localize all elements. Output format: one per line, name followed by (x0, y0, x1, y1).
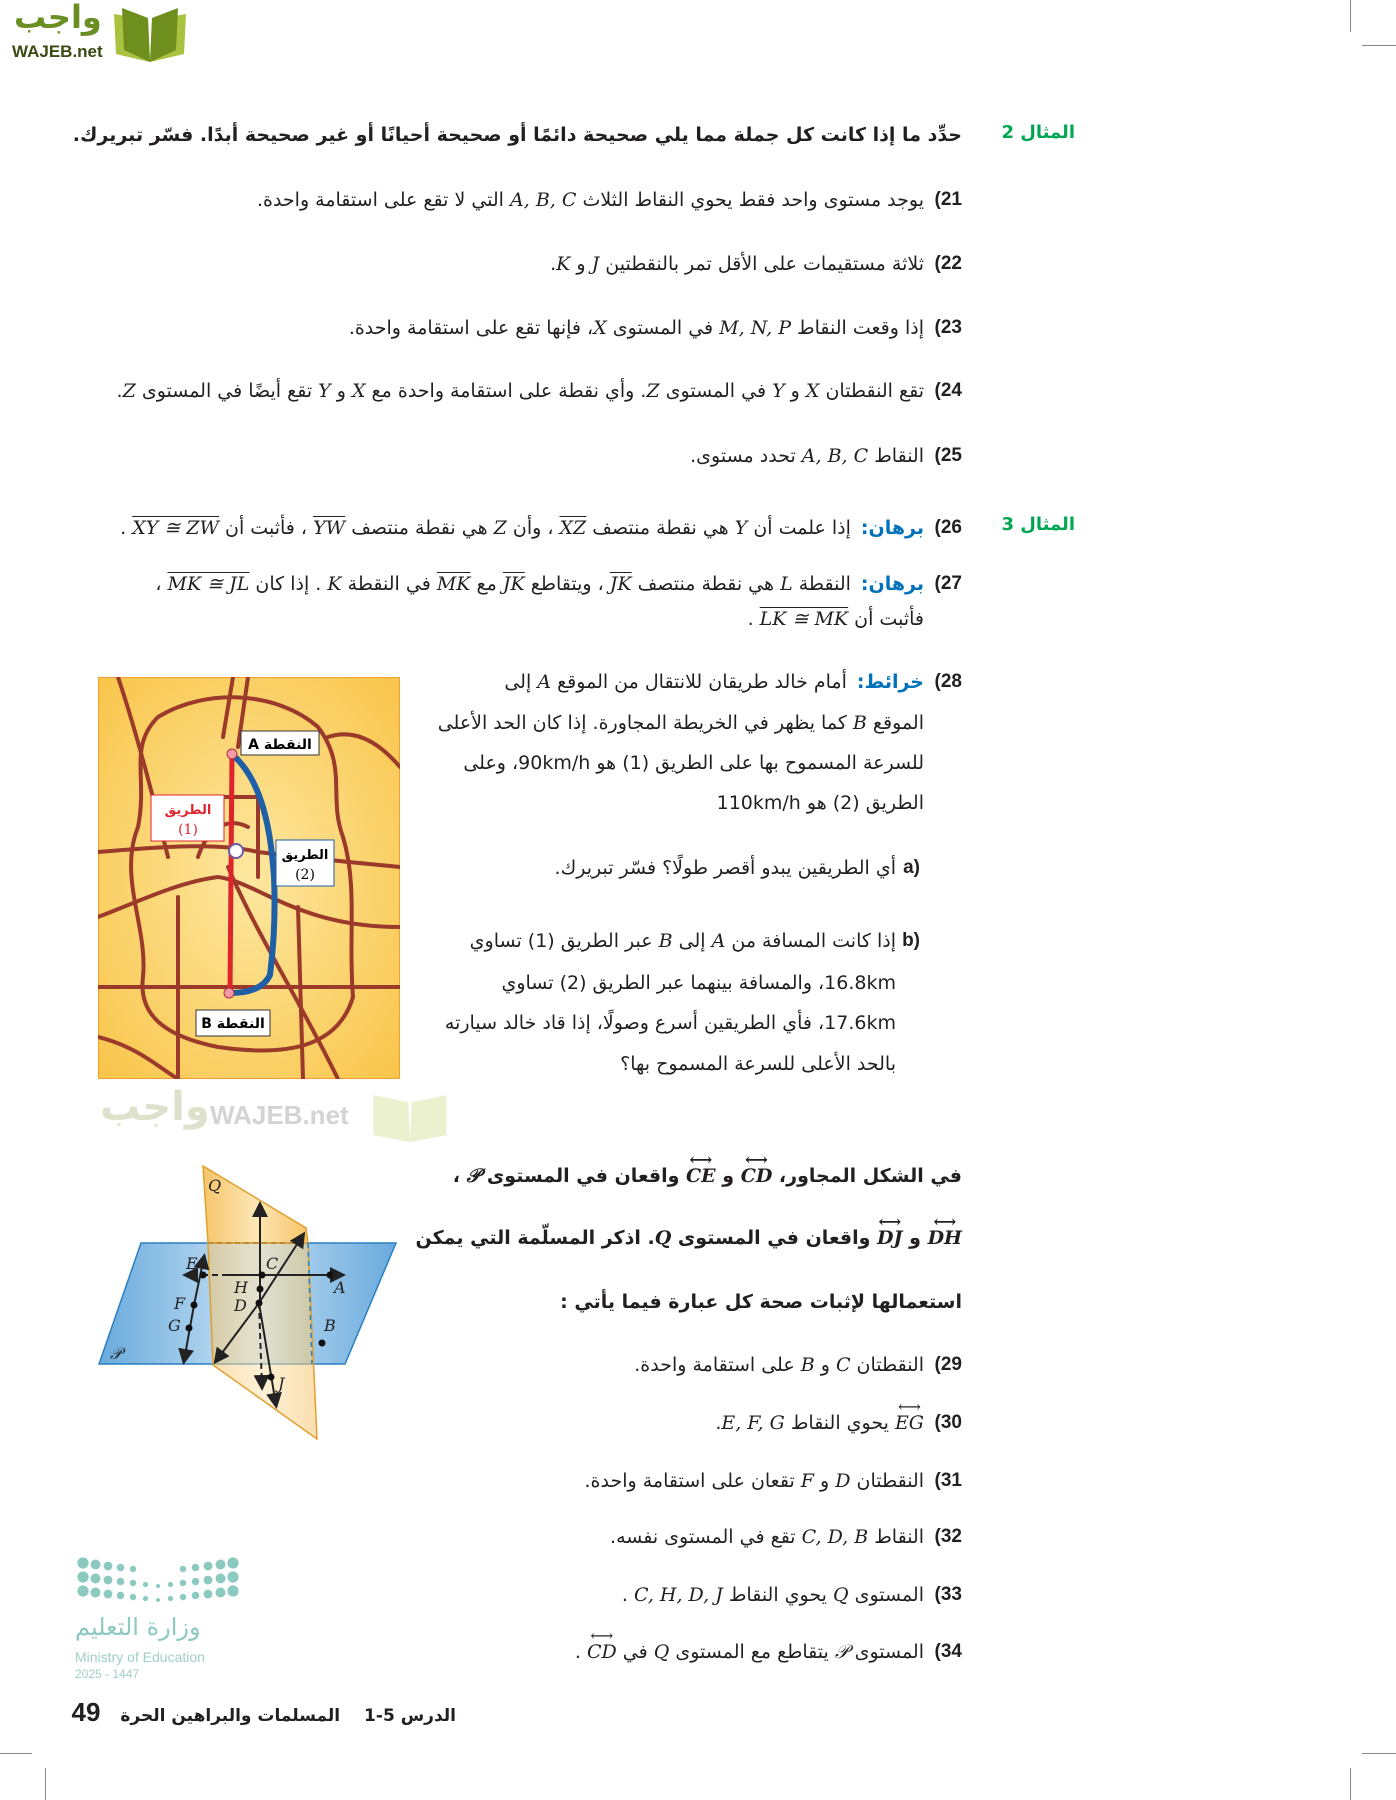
logo-dot (130, 1566, 136, 1572)
text-segment: التي لا تقع على استقامة واحدة. (256, 189, 511, 211)
segment-notation: $\overline{JK}$ (609, 573, 632, 595)
crop-mark (1350, 0, 1351, 32)
logo-dot (156, 1584, 160, 1588)
label-road-2: الطريق (281, 848, 329, 863)
logo-dot (192, 1592, 200, 1600)
math-variable: F (800, 1470, 814, 1492)
point-b-marker (224, 988, 234, 998)
point-label: C (266, 1254, 279, 1273)
text-segment: استعمالها لإثبات صحة كل عبارة فيما يأتي : (560, 1291, 962, 1313)
math-variable: Z (122, 380, 136, 402)
logo-dot (104, 1562, 113, 1571)
figure-intro-text (453, 1162, 962, 1190)
logo-dot (77, 1557, 88, 1568)
segment-notation: $\overline{YW}$ (313, 517, 346, 539)
exercise-number: 31) (934, 1470, 962, 1491)
lesson-number: الدرس 5-1 (364, 1706, 456, 1726)
road-map (98, 677, 400, 1079)
postulate-statement (610, 1523, 924, 1551)
figure-intro-text (416, 1224, 962, 1252)
crop-mark (1350, 1768, 1351, 1800)
math-variable: D (835, 1470, 851, 1492)
text-segment: ، ويتقاطع (524, 573, 610, 595)
exercise-statement (349, 314, 924, 342)
line-notation: ⟷ CD (587, 1638, 617, 1666)
logo-dot (204, 1562, 213, 1571)
math-variable: B (800, 1354, 815, 1376)
exercise-number: 26) (934, 517, 962, 538)
text-segment: . (116, 380, 123, 402)
book-icon (108, 4, 193, 66)
text-segment: يتقاطع مع المستوى (669, 1641, 835, 1663)
ministry-year: 2025 - 1447 (75, 1667, 140, 1681)
text-segment: . (550, 253, 557, 275)
math-variable: Q (832, 1584, 849, 1606)
math-variable: X (805, 380, 820, 402)
math-variable: Z (493, 517, 507, 539)
sub-item-letter: b) (902, 930, 920, 951)
segment-notation: LK ≅ MK (759, 608, 849, 630)
example-2-instruction: حدِّد ما إذا كانت كل جملة مما يلي صحيحة دائمًا أو صحيحة أحيانًا أو غير صحيحة أبدًا. فسّر تبريرك. (72, 124, 962, 146)
segment-notation: $\overline{JK}$ (502, 573, 525, 595)
label-road-1-num: (1) (178, 822, 198, 838)
crop-mark (0, 1753, 32, 1754)
text-segment: . اذكر المسلّمة التي يمكن (415, 1227, 655, 1249)
text-segment: في المستوى (606, 317, 720, 339)
point-a-marker (227, 749, 237, 759)
line-notation: ⟷ EG (895, 1409, 924, 1437)
crop-mark (45, 1768, 46, 1800)
text-segment: ثلاثة مستقيمات على الأقل تمر بالنقطتين (599, 253, 924, 275)
ministry-logo (75, 1555, 245, 1690)
math-variable: Z (646, 380, 660, 402)
text-segment: يحوي النقاط (784, 1412, 895, 1434)
logo-dot (180, 1580, 186, 1586)
text-segment: . (574, 1641, 587, 1663)
text-segment: بالحد الأعلى للسرعة المسموح بها؟ (620, 1053, 896, 1075)
sub-item-text (501, 969, 896, 997)
exercise-statement (550, 250, 924, 278)
logo-dot (143, 1596, 148, 1601)
text-segment: النقطة (792, 573, 851, 595)
text-segment: إذا علمت أن (747, 517, 851, 539)
logo-dot (143, 1582, 148, 1587)
text-segment: عبر الطريق (1) تساوي (469, 930, 659, 952)
text-segment: و (814, 1354, 836, 1376)
point-label: H (234, 1278, 248, 1297)
text-segment: و (813, 1470, 836, 1492)
math-variable: Y (772, 380, 785, 402)
logo-dot (130, 1594, 136, 1600)
example-3-label: المثال 3 (1001, 514, 1075, 535)
text-segment: 17.6km، فأي الطريقين أسرع وصولًا، إذا قاد خالد سيارته (444, 1012, 896, 1034)
logo-dot (216, 1588, 226, 1598)
math-variable: L (780, 573, 793, 595)
math-variable: C, H, D, J (633, 1584, 723, 1606)
label-road-2-num: (2) (295, 867, 315, 883)
sub-item-text (620, 1050, 896, 1078)
exercise-statement (155, 570, 924, 598)
point-label: A (334, 1278, 346, 1297)
exercise-number: 22) (934, 253, 962, 274)
logo-dot (192, 1578, 200, 1586)
text-segment: للسرعة المسموح بها على الطريق (1) هو 90km/h، وعلى (463, 752, 924, 774)
logo-dot (104, 1576, 113, 1585)
logo-dot (130, 1580, 136, 1586)
logo-dot (77, 1571, 88, 1582)
exercise-number: 30) (934, 1412, 962, 1433)
text-segment: يوجد مستوى واحد فقط يحوي النقاط الثلاث (576, 189, 924, 211)
exercise-statement (257, 186, 924, 214)
keyword-label: خرائط: (856, 671, 924, 693)
text-segment: يحوي النقاط (722, 1584, 833, 1606)
route-1 (230, 754, 232, 993)
logo-dot (227, 1571, 238, 1582)
text-segment: واقعان في المستوى (480, 1165, 687, 1187)
text-segment: النقاط (868, 1526, 924, 1548)
math-variable: J (591, 253, 600, 275)
keyword-label: برهان: (860, 517, 924, 539)
text-segment: ، فأثبت أن (219, 517, 314, 539)
text-segment: كما يظهر في الخريطة المجاورة. إذا كان الحد الأعلى (437, 712, 853, 734)
logo-dot (227, 1557, 238, 1568)
math-variable: C, D, B (801, 1526, 869, 1548)
planes-figure (98, 1165, 398, 1445)
label-point-a: النقطة A (248, 737, 312, 753)
logo-dot (117, 1592, 125, 1600)
logo-dot (180, 1594, 186, 1600)
ministry-arabic: وزارة التعليم (75, 1613, 201, 1641)
exercise-statement (438, 709, 924, 737)
text-segment: و (784, 380, 806, 402)
exercise-number: 21) (934, 189, 962, 210)
math-variable: M, N, P (719, 317, 791, 339)
example-2-label: المثال 2 (1001, 122, 1075, 143)
logo-dot (204, 1576, 213, 1585)
text-segment: فأثبت أن (848, 608, 924, 630)
text-segment: هي نقطة منتصف (345, 517, 494, 539)
text-segment: تقع النقطتان (819, 380, 924, 402)
math-variable: B (658, 930, 673, 952)
text-segment: ، (452, 1165, 467, 1187)
segment-notation: $\overline{MK}$ (436, 573, 471, 595)
text-segment: واقعان في المستوى (671, 1227, 878, 1249)
wajeb-logo[interactable] (8, 0, 193, 68)
math-variable: K (556, 253, 571, 275)
text-segment: في المستوى (659, 380, 773, 402)
watermark-book-icon (370, 1088, 450, 1144)
text-segment: أي الطريقين يبدو أقصر طولًا؟ فسّر تبريرك. (554, 857, 896, 879)
text-segment: . إذا كان (249, 573, 328, 595)
text-segment: في النقطة (341, 573, 437, 595)
logo-dot (91, 1574, 101, 1584)
text-segment: ، فإنها تقع على استقامة واحدة. (348, 317, 594, 339)
postulate-statement (622, 1581, 924, 1609)
line-notation: ⟷ DJ (877, 1224, 902, 1252)
text-segment: في الشكل المجاور، (772, 1165, 962, 1187)
exercise-number: 24) (934, 380, 962, 401)
line-notation: ⟷ CE (686, 1162, 716, 1190)
text-segment: مع (470, 573, 503, 595)
logo-dot (117, 1564, 125, 1572)
text-segment: و (570, 253, 592, 275)
exercise-number: 29) (934, 1354, 962, 1375)
crop-mark (1362, 45, 1396, 46)
text-segment: . (621, 1584, 634, 1606)
point-label: J (278, 1374, 285, 1393)
math-variable: Y (318, 380, 331, 402)
text-segment: . (715, 1412, 722, 1434)
text-segment: . (120, 517, 133, 539)
ministry-dots-icon (75, 1555, 240, 1610)
sub-item-text (555, 854, 896, 882)
logo-dot (91, 1588, 101, 1598)
exercise-number: 27) (934, 573, 962, 594)
text-segment: هي نقطة منتصف (586, 517, 735, 539)
text-segment: أمام خالد طريقان للانتقال من الموقع (551, 671, 847, 693)
text-segment: تقع في المستوى نفسه. (610, 1526, 802, 1548)
text-segment: ، وأن (506, 517, 560, 539)
text-segment: و (902, 1227, 928, 1249)
text-segment: و (715, 1165, 741, 1187)
text-segment: إذا وقعت النقاط (791, 317, 924, 339)
text-segment: و (330, 380, 352, 402)
math-variable: C (835, 1354, 851, 1376)
point-label: 𝒫 (110, 1344, 122, 1363)
line-notation: ⟷ DH (928, 1224, 962, 1252)
exercise-statement (690, 442, 924, 470)
ministry-english: Ministry of Education (75, 1649, 205, 1665)
page-number: 49 (71, 1697, 101, 1727)
math-variable: B (852, 712, 867, 734)
segment-notation: XY ≅ ZW (132, 517, 219, 539)
logo-dot (156, 1598, 160, 1602)
text-segment: النقاط (868, 445, 924, 467)
sub-item-text (470, 927, 896, 955)
exercise-number: 28) (934, 671, 962, 692)
logo-arabic: واجب (14, 0, 102, 36)
figure-intro-text (560, 1288, 962, 1316)
text-segment: المستوى (848, 1584, 924, 1606)
logo-dot (77, 1585, 88, 1596)
math-variable: 𝒫 (466, 1165, 481, 1187)
watermark-latin: WAJEB.net (210, 1100, 349, 1130)
exercise-statement (504, 668, 924, 696)
exercise-number: 33) (934, 1584, 962, 1605)
text-segment: المستوى (848, 1641, 924, 1663)
text-segment: إلى (504, 671, 538, 693)
text-segment: على استقامة واحدة. (634, 1354, 801, 1376)
logo-dot (192, 1564, 200, 1572)
text-segment: تحدد مستوى. (690, 445, 802, 467)
text-segment: ، (155, 573, 168, 595)
math-variable: A, B, C (510, 189, 577, 211)
postulate-statement (634, 1351, 924, 1379)
logo-dot (204, 1590, 213, 1599)
math-variable: A, B, C (801, 445, 869, 467)
exercise-number: 25) (934, 445, 962, 466)
text-segment: الطريق (2) هو 110km/h (716, 792, 924, 814)
math-variable: Q (653, 1641, 670, 1663)
exercise-statement (117, 377, 924, 405)
text-segment: الموقع (866, 712, 924, 734)
logo-latin: WAJEB.net (12, 42, 103, 61)
exercise-number: 32) (934, 1526, 962, 1547)
math-variable: A (711, 930, 726, 952)
math-variable: Q (654, 1227, 672, 1249)
exercise-statement (748, 605, 924, 633)
text-segment: النقطتان (850, 1354, 924, 1376)
text-segment: 16.8km، والمسافة بينهما عبر الطريق (2) تساوي (501, 972, 896, 994)
logo-dot (180, 1566, 186, 1572)
postulate-statement (715, 1409, 924, 1437)
text-segment: إلى (672, 930, 712, 952)
text-segment: تقعان على استقامة واحدة. (584, 1470, 801, 1492)
logo-dot (168, 1582, 173, 1587)
exercise-statement (463, 749, 924, 777)
math-variable: K (327, 573, 342, 595)
math-variable: A (537, 671, 552, 693)
line-notation: ⟷ CD (741, 1162, 773, 1190)
segment-notation: MK ≅ JL (167, 573, 250, 595)
sub-item-letter: a) (903, 857, 920, 878)
text-segment: هي نقطة منتصف (631, 573, 781, 595)
logo-dot (216, 1560, 226, 1570)
math-variable: X (351, 380, 366, 402)
label-point-b: النقطة B (201, 1016, 265, 1032)
logo-dot (227, 1585, 238, 1596)
text-segment: . وأي نقطة على استقامة واحدة مع (365, 380, 647, 402)
watermark-arabic: واجب (100, 1084, 210, 1130)
postulate-statement (575, 1638, 924, 1666)
point-label: D (234, 1296, 247, 1315)
exercise-number: 23) (934, 317, 962, 338)
math-variable: 𝒫 (834, 1641, 849, 1663)
keyword-label: برهان: (860, 573, 924, 595)
label-road-1: الطريق (164, 803, 212, 818)
text-segment: . (747, 608, 760, 630)
star-icon (229, 844, 243, 858)
math-variable: Y (734, 517, 748, 539)
crop-mark (1362, 1753, 1396, 1754)
watermark (100, 1084, 480, 1148)
logo-dot (168, 1596, 173, 1601)
math-variable: E, F, G (721, 1412, 785, 1434)
page-footer (72, 1697, 456, 1728)
exercise-number: 34) (934, 1641, 962, 1662)
logo-dot (91, 1560, 101, 1570)
text-segment: تقع أيضًا في المستوى (135, 380, 319, 402)
exercise-statement (120, 514, 924, 542)
segment-notation: $\overline{XZ}$ (559, 517, 587, 539)
text-segment: النقطتان (850, 1470, 924, 1492)
text-segment: إذا كانت المسافة من (725, 930, 896, 952)
logo-dot (216, 1574, 226, 1584)
point-label: F (174, 1294, 186, 1313)
logo-dot (117, 1578, 125, 1586)
text-segment: في (616, 1641, 654, 1663)
sub-item-text (445, 1009, 896, 1037)
logo-dot (104, 1590, 113, 1599)
point-label: G (168, 1316, 181, 1335)
math-variable: X (593, 317, 607, 339)
point-label: B (324, 1316, 336, 1335)
point-label: Q (208, 1176, 222, 1195)
postulate-statement (585, 1467, 925, 1495)
point-label: E (186, 1254, 198, 1273)
exercise-statement (717, 789, 924, 817)
lesson-title: المسلمات والبراهين الحرة (120, 1706, 341, 1726)
